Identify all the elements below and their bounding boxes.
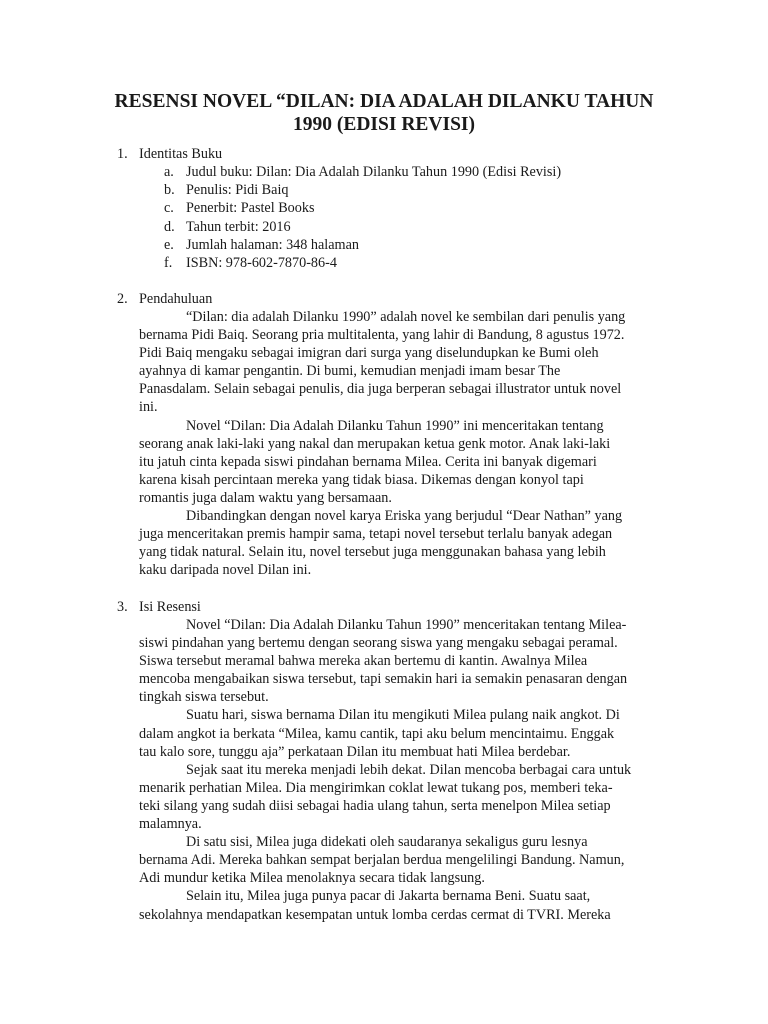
section-heading-pendahuluan <box>117 290 212 308</box>
document-title <box>80 90 688 136</box>
text-line: menarik perhatian Milea. Dia mengirimkan coklat lewat tukang pos, memberi teka- <box>139 779 613 796</box>
list-letter: e. <box>164 236 174 253</box>
text-line: romantis juga dalam waktu yang bersamaan. <box>139 489 392 506</box>
list-text: Judul buku: Dilan: Dia Adalah Dilanku Tahun 1990 (Edisi Revisi) <box>186 164 562 180</box>
text-line: tau kalo sore, tunggu aja” perkataan Dilan itu membuat hati Milea berdebar. <box>139 743 571 760</box>
text-line: bernama Adi. Mereka bahkan sempat berjalan berdua mengelilingi Bandung. Namun, <box>139 852 625 869</box>
text-line: yang tidak natural. Selain itu, novel tersebut juga menggunakan bahasa yang lebih <box>139 544 606 561</box>
section-heading-identitas <box>117 145 222 163</box>
list-item <box>164 199 561 217</box>
title-line-1: RESENSI NOVEL “DILAN: DIA ADALAH DILANKU TAHUN <box>114 91 654 112</box>
list-item <box>164 254 561 272</box>
text-line: tingkah siswa tersebut. <box>139 689 269 706</box>
text-line: sekolahnya mendapatkan kesempatan untuk lomba cerdas cermat di TVRI. Mereka <box>139 906 611 923</box>
list-letter: c. <box>164 200 174 217</box>
text-line: bernama Pidi Baiq. Seorang pria multitalenta, yang lahir di Bandung, 8 agustus 1972. <box>139 327 625 344</box>
text-line: Pidi Baiq mengaku sebagai imigran dari surga yang diselundupkan ke Bumi oleh <box>139 345 599 362</box>
text-line: Novel “Dilan: Dia Adalah Dilanku Tahun 1990” menceritakan tentang Milea- <box>186 617 627 633</box>
section-title: Pendahuluan <box>139 291 213 307</box>
section-number: 2. <box>117 291 128 307</box>
text-line: Sejak saat itu mereka menjadi lebih dekat. Dilan mencoba berbagai cara untuk <box>186 761 632 778</box>
section-number: 1. <box>117 146 128 162</box>
list-letter: b. <box>164 182 175 199</box>
section-heading-isi-resensi <box>117 598 201 616</box>
text-line: Panasdalam. Selain sebagai penulis, dia juga berperan sebagai illustrator untuk novel <box>139 381 622 398</box>
list-letter: f. <box>164 254 173 271</box>
text-line: “Dilan: dia adalah Dilanku 1990” adalah novel ke sembilan dari penulis yang <box>186 309 626 325</box>
isi-resensi-body <box>139 616 679 924</box>
list-item <box>164 163 561 181</box>
text-line: teki silang yang sudah diisi sebagai hadia ulang tahun, serta menelpon Milea setiap <box>139 797 611 814</box>
list-text: Penulis: Pidi Baiq <box>186 182 289 199</box>
list-item <box>164 236 561 254</box>
text-line: Di satu sisi, Milea juga didekati oleh saudaranya sekaligus guru lesnya <box>186 834 588 851</box>
text-line: juga menceritakan premis hampir sama, tetapi novel tersebut terlalu banyak adegan <box>139 526 613 543</box>
list-text: ISBN: 978-602-7870-86-4 <box>186 254 337 271</box>
text-line: Selain itu, Milea juga punya pacar di Jakarta bernama Beni. Suatu saat, <box>186 888 591 905</box>
text-line: ini. <box>139 399 158 416</box>
text-line: seorang anak laki-laki yang nakal dan merupakan ketua genk motor. Anak laki-laki <box>139 435 611 452</box>
list-text: Penerbit: Pastel Books <box>186 200 315 217</box>
section-number: 3. <box>117 599 128 615</box>
text-line: ayahnya di kamar pengantin. Di bumi, kemudian menjadi imam besar The <box>139 363 561 380</box>
text-line: mencoba mengabaikan siswa tersebut, tapi semakin hari ia semakin penasaran dengan <box>139 671 628 688</box>
text-line: dalam angkot ia berkata “Milea, kamu cantik, tapi aku belum mencintaimu. Enggak <box>139 725 615 742</box>
text-line: Adi mundur ketika Milea menolaknya secara tidak langsung. <box>139 870 485 887</box>
list-item <box>164 218 561 236</box>
text-line: Dibandingkan dengan novel karya Eriska yang berjudul “Dear Nathan” yang <box>186 508 623 525</box>
identitas-list <box>164 163 561 272</box>
title-line-2: 1990 (EDISI REVISI) <box>292 114 476 135</box>
list-letter: a. <box>164 164 174 180</box>
text-line: karena kisah percintaan mereka yang tidak biasa. Dikemas dengan konyol tapi <box>139 471 584 488</box>
text-line: malamnya. <box>139 816 202 833</box>
list-text: Jumlah halaman: 348 halaman <box>186 236 359 253</box>
text-line: kaku daripada novel Dilan ini. <box>139 562 312 579</box>
section-title: Isi Resensi <box>139 599 201 615</box>
text-line: Novel “Dilan: Dia Adalah Dilanku Tahun 1990” ini menceritakan tentang <box>186 417 604 434</box>
section-title: Identitas Buku <box>139 146 223 162</box>
text-line: itu jatuh cinta kepada siswi pindahan bernama Milea. Cerita ini banyak digemari <box>139 453 597 470</box>
list-item <box>164 181 561 199</box>
list-letter: d. <box>164 218 175 235</box>
list-text: Tahun terbit: 2016 <box>186 218 291 235</box>
text-line: siswi pindahan yang bertemu dengan seorang siswa yang mengaku sebagai peramal. <box>139 635 618 652</box>
text-line: Siswa tersebut meramal bahwa mereka akan bertemu di kantin. Awalnya Milea <box>139 653 588 670</box>
pendahuluan-body <box>139 308 679 579</box>
text-line: Suatu hari, siswa bernama Dilan itu mengikuti Milea pulang naik angkot. Di <box>186 707 620 724</box>
